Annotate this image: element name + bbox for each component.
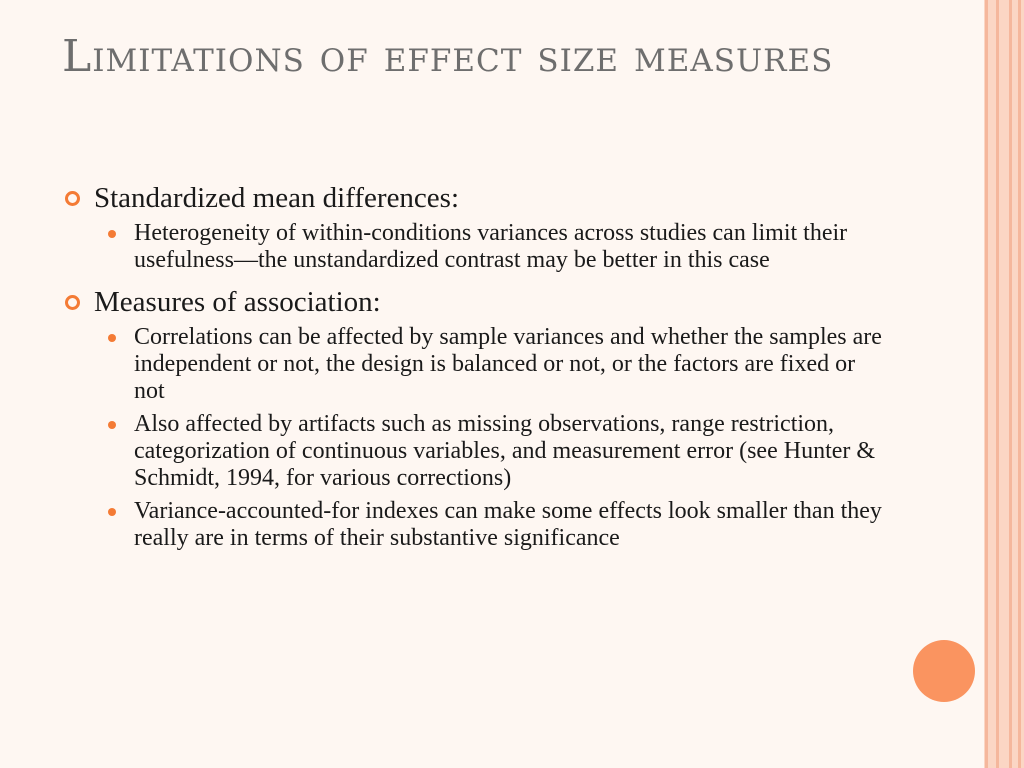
stripe-line	[996, 0, 999, 768]
dot-bullet-icon	[108, 508, 116, 516]
sub-bullet-text: Variance-accounted-for indexes can make some effects look smaller than they really are in terms of their substantive significance	[134, 498, 882, 551]
sub-bullet-text: Heterogeneity of within-conditions variances across studies can limit their usefulness—the unstandardized contrast may be better in this case	[134, 220, 848, 273]
sub-bullet-text: Also affected by artifacts such as missing observations, range restriction, categorization of continuous variables, and measurement error (see Hunter & Schmidt, 1994, for various corrections)	[134, 411, 876, 491]
slide-content	[64, 178, 884, 560]
bullet-text: Standardized mean differences:	[94, 182, 460, 214]
bullet-measures-of-association	[64, 282, 884, 322]
dot-bullet-icon	[108, 334, 116, 342]
sub-bullet-list	[64, 220, 884, 274]
sub-bullet-correlations	[64, 324, 884, 405]
slide-title: Limitations of effect size measures	[62, 31, 834, 82]
dot-bullet-icon	[108, 421, 116, 429]
stripe-line	[1018, 0, 1021, 768]
sub-bullet-variance-accounted	[64, 498, 884, 552]
ring-bullet-icon	[65, 191, 80, 206]
decorative-circle	[913, 640, 975, 702]
bullet-text: Measures of association:	[94, 286, 381, 318]
stripe-line	[1009, 0, 1012, 768]
bullet-standardized-mean-differences	[64, 178, 884, 218]
sub-bullet-heterogeneity	[64, 220, 884, 274]
sub-bullet-artifacts	[64, 411, 884, 492]
sub-bullet-list	[64, 324, 884, 552]
ring-bullet-icon	[65, 295, 80, 310]
stripe-line	[985, 0, 988, 768]
dot-bullet-icon	[108, 230, 116, 238]
sub-bullet-text: Correlations can be affected by sample variances and whether the samples are independent or not, the design is balanced or not, or the factors are fixed or not	[134, 324, 882, 404]
